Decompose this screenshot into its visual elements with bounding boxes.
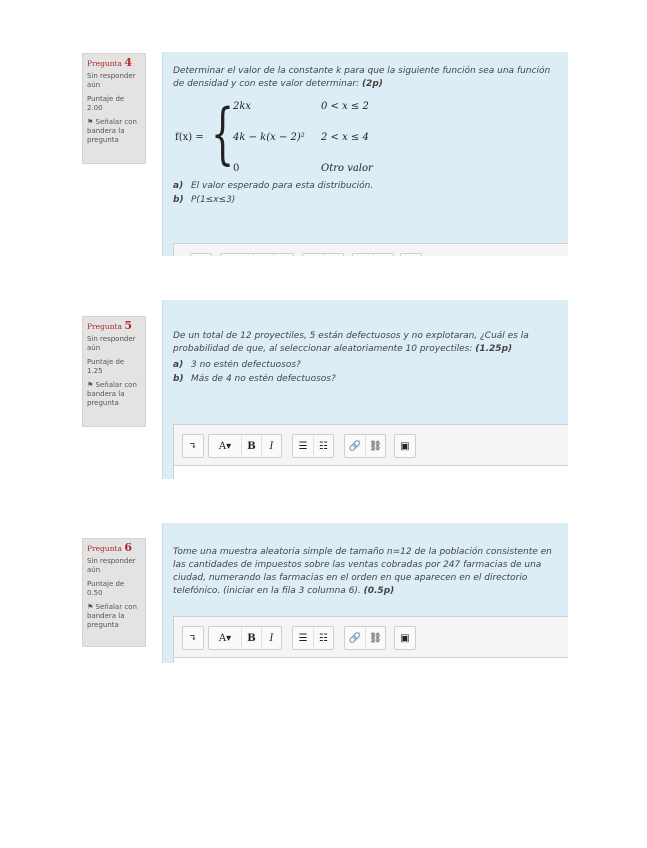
score-value: 1.25 [87,367,103,375]
list-item: a) El valor esperado para esta distribución. [173,181,374,191]
status-text: Sin responder aún [87,557,136,574]
flag-question-link[interactable]: ⚑ Señalar con bandera la pregunta [87,118,137,144]
paragraph-button[interactable]: ↴ [188,440,198,452]
italic-button[interactable]: I [261,627,281,649]
score-value: 2.00 [87,104,103,112]
question-title: Pregunta 4 [87,56,133,69]
question-content-5 [162,300,568,479]
bullet-list-icon[interactable]: ☰ [298,440,308,452]
case-cond-1: 0 < x ≤ 2 [321,101,369,112]
answer-editor[interactable] [173,424,568,479]
link-icon[interactable]: 🔗 [348,632,362,644]
numbered-list-icon[interactable]: ☷ [313,627,333,649]
unlink-icon[interactable]: ⛓ [365,435,385,457]
question-content-4 [162,52,568,256]
formula-lhs: f(x) = [175,132,204,143]
flag-icon: ⚑ [87,118,96,126]
editor-toolbar [174,425,568,466]
question-content-6 [162,523,568,663]
score-label: Puntaje de 0.50 [87,580,125,597]
question-number: 5 [124,319,133,332]
question-number: 6 [124,541,133,554]
question-info-5 [82,316,146,427]
editor-toolbar [174,244,568,256]
bold-button[interactable]: B [241,435,261,457]
status-text: Sin responder aún [87,335,136,352]
score-label: Puntaje de 2.00 [87,95,125,112]
link-icon[interactable]: 🔗 [348,440,362,452]
score-value: 0.50 [87,589,103,597]
image-icon[interactable]: ▣ [400,632,410,644]
font-size-button[interactable]: A▾ [218,440,232,452]
question-info-6 [82,538,146,647]
image-icon[interactable]: ▣ [400,440,410,452]
bold-button[interactable]: B [241,627,261,649]
question-info-4 [82,53,146,164]
question-text: Tome una muestra aleatoria simple de tamaño n=12 de la población consistente en las cantidades de impuestos sobre las ventas cobradas por 247 farmacias de una ciudad, numerando las farmacias en el orden en que aparecen en el directorio telefónico. (iniciar en la fila 3 columna 6). (0.5p) [173,547,552,596]
font-size-button[interactable]: A▾ [218,632,232,644]
list-item: a) 3 no estén defectuosos? [173,360,301,370]
answer-editor[interactable] [173,616,568,663]
question-text: De un total de 12 proyectiles, 5 están defectuosos y no explotaran, ¿Cuál es la probabilidad de que, al seleccionar aleatoriamente 10 proyectiles: (1.25p) [173,331,529,354]
question-title: Pregunta 6 [87,541,133,554]
answer-editor[interactable] [173,243,568,256]
bullet-list-icon[interactable]: ☰ [298,632,308,644]
case-expr-2: 4k − k(x − 2)² [233,132,305,143]
flag-question-link[interactable]: ⚑ Señalar con bandera la pregunta [87,603,137,629]
flag-icon: ⚑ [87,381,96,389]
question-text: Determinar el valor de la constante k para que la siguiente función sea una función de densidad y con este valor determinar: (2p) [173,66,551,89]
flag-icon: ⚑ [87,603,96,611]
list-item: b) P(1≤x≤3) [173,195,236,205]
italic-button[interactable]: I [261,435,281,457]
paragraph-button[interactable]: ↴ [188,632,198,644]
brace-symbol: { [211,95,235,172]
numbered-list-icon[interactable]: ☷ [313,435,333,457]
question-title: Pregunta 5 [87,319,133,332]
points-label: (1.25p) [475,344,513,354]
unlink-icon[interactable]: ⛓ [365,627,385,649]
points-label: (0.5p) [363,586,395,596]
score-label: Puntaje de 1.25 [87,358,125,375]
density-formula [173,97,558,177]
editor-toolbar [174,617,568,658]
case-cond-3: Otro valor [321,163,373,174]
list-item: b) Más de 4 no estén defectuosos? [173,374,336,384]
flag-question-link[interactable]: ⚑ Señalar con bandera la pregunta [87,381,137,407]
points-label: (2p) [361,79,383,89]
case-cond-2: 2 < x ≤ 4 [321,132,369,143]
status-text: Sin responder aún [87,72,136,89]
question-number: 4 [124,56,133,69]
case-expr-1: 2kx [233,101,252,112]
case-expr-3: 0 [233,163,240,174]
